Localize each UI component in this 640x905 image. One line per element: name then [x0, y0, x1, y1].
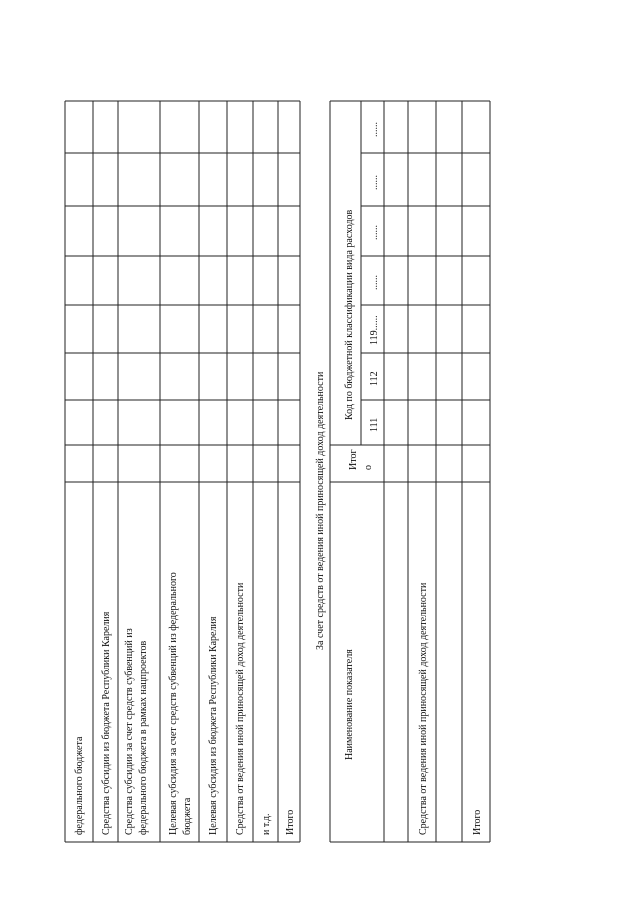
header-total-column: Итог: [348, 449, 359, 470]
upper-row-label: и т.д.: [261, 813, 272, 835]
upper-row-label: Средства субсидии за счет средств субвенций из: [124, 628, 135, 835]
code-column-label: ......: [369, 122, 380, 137]
section-heading: За счет средств от ведения иной приносящей доход деятельности: [315, 371, 326, 650]
code-column-label: ......: [369, 175, 380, 190]
lower-table: [330, 101, 490, 842]
lower-row-label: Итого: [472, 809, 483, 835]
upper-row-label: Целевая субсидия за счет средств субвенций из федерального: [168, 572, 179, 835]
upper-row-label: Средства субсидии из бюджета Республики Карелия: [101, 611, 112, 835]
code-column-label: ......: [369, 225, 380, 240]
header-name-column: Наименование показателя: [344, 649, 355, 760]
upper-row-label: Средства от ведения иной приносящей доход деятельности: [235, 582, 246, 835]
upper-row-label: федерального бюджета в рамках нацпроектов: [138, 640, 149, 835]
code-column-label: 119......: [369, 315, 380, 345]
upper-row-label: бюджета: [182, 797, 193, 835]
header-total-column-tail: о: [363, 465, 374, 470]
header-code-group: Код по бюджетной классификации вида расходов: [344, 209, 355, 420]
lower-row-label: Средства от ведения иной приносящей доход деятельности: [418, 582, 429, 835]
upper-row-label: Целевая субсидия из бюджета Республики Карелия: [208, 616, 219, 835]
upper-row-label: Итого: [285, 809, 296, 835]
upper-table: [65, 101, 300, 842]
code-column-label: ......: [369, 275, 380, 290]
upper-row-label: федерального бюджета: [74, 736, 85, 835]
code-column-label: 112: [369, 371, 380, 386]
code-column-label: 111: [369, 417, 380, 432]
